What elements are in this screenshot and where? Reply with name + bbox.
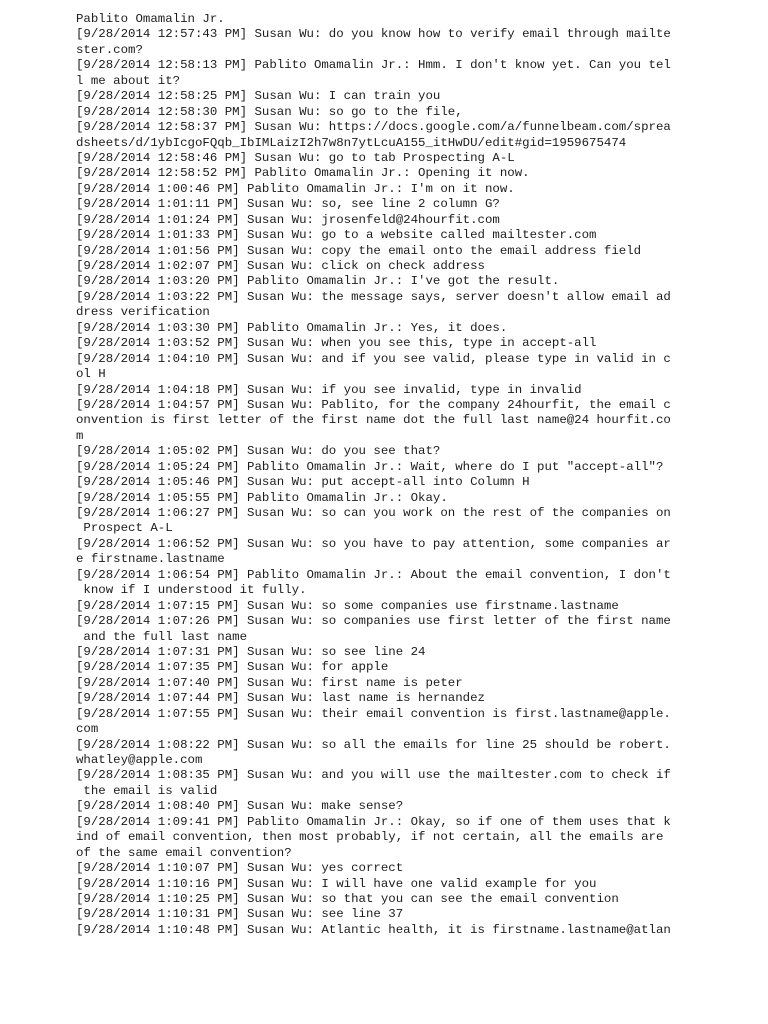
chat-line: [9/28/2014 1:07:55 PM] Susan Wu: their email convention is first.lastname@apple. <box>76 706 671 721</box>
chat-line: [9/28/2014 1:09:41 PM] Pablito Omamalin Jr.: Okay, so if one of them uses that k <box>76 814 671 829</box>
chat-line: [9/28/2014 1:10:48 PM] Susan Wu: Atlantic health, it is firstname.lastname@atlan <box>76 922 671 937</box>
chat-line: Prospect A-L <box>76 521 173 536</box>
chat-line: [9/28/2014 1:07:40 PM] Susan Wu: first name is peter <box>76 675 463 690</box>
chat-line: [9/28/2014 1:03:52 PM] Susan Wu: when you see this, type in accept-all <box>76 336 597 351</box>
chat-line: [9/28/2014 1:04:10 PM] Susan Wu: and if you see valid, please type in valid in c <box>76 351 671 366</box>
chat-line: [9/28/2014 1:01:56 PM] Susan Wu: copy the email onto the email address field <box>76 243 642 258</box>
chat-line: [9/28/2014 12:58:52 PM] Pablito Omamalin Jr.: Opening it now. <box>76 166 530 181</box>
chat-line: [9/28/2014 1:03:22 PM] Susan Wu: the message says, server doesn't allow email ad <box>76 289 671 304</box>
chat-line: [9/28/2014 1:07:31 PM] Susan Wu: so see line 24 <box>76 644 426 659</box>
chat-line: [9/28/2014 12:58:13 PM] Pablito Omamalin Jr.: Hmm. I don't know yet. Can you tel <box>76 58 671 73</box>
chat-line: [9/28/2014 1:10:25 PM] Susan Wu: so that you can see the email convention <box>76 891 619 906</box>
chat-line: ol H <box>76 367 106 382</box>
chat-line: [9/28/2014 1:10:16 PM] Susan Wu: I will have one valid example for you <box>76 876 597 891</box>
chat-line: [9/28/2014 1:01:24 PM] Susan Wu: jrosenfeld@24hourfit.com <box>76 212 500 227</box>
chat-line: know if I understood it fully. <box>76 583 307 598</box>
chat-line: [9/28/2014 12:58:46 PM] Susan Wu: go to tab Prospecting A-L <box>76 150 515 165</box>
chat-line: ster.com? <box>76 42 143 57</box>
chat-line: [9/28/2014 12:58:30 PM] Susan Wu: so go to the file, <box>76 104 463 119</box>
chat-line: [9/28/2014 12:58:25 PM] Susan Wu: I can train you <box>76 89 441 104</box>
chat-line: [9/28/2014 1:01:33 PM] Susan Wu: go to a website called mailtester.com <box>76 228 597 243</box>
chat-line: of the same email convention? <box>76 845 292 860</box>
chat-line: [9/28/2014 1:07:35 PM] Susan Wu: for apple <box>76 660 389 675</box>
chat-line: whatley@apple.com <box>76 753 203 767</box>
chat-line: [9/28/2014 1:05:02 PM] Susan Wu: do you see that? <box>76 444 441 459</box>
chat-line: [9/28/2014 12:58:37 PM] Susan Wu: https://docs.google.com/a/funnelbeam.com/sprea <box>76 120 671 135</box>
chat-line: dress verification <box>76 305 210 320</box>
chat-line: [9/28/2014 1:06:54 PM] Pablito Omamalin Jr.: About the email convention, I don't <box>76 567 671 582</box>
chat-line: [9/28/2014 1:05:55 PM] Pablito Omamalin Jr.: Okay. <box>76 490 448 505</box>
chat-line: onvention is first letter of the first name dot the full last name@24 hourfit.co <box>76 413 671 428</box>
chat-log <box>76 12 676 938</box>
chat-line: and the full last name <box>76 629 248 644</box>
chat-line: [9/28/2014 1:05:24 PM] Pablito Omamalin Jr.: Wait, where do I put "accept-all"? <box>76 459 664 474</box>
chat-line: [9/28/2014 1:07:44 PM] Susan Wu: last name is hernandez <box>76 691 485 706</box>
chat-line: [9/28/2014 1:03:20 PM] Pablito Omamalin Jr.: I've got the result. <box>76 274 560 289</box>
chat-line: e firstname.lastname <box>76 552 225 567</box>
chat-line: [9/28/2014 1:10:31 PM] Susan Wu: see line 37 <box>76 907 404 922</box>
chat-line: [9/28/2014 1:01:11 PM] Susan Wu: so, see line 2 column G? <box>76 197 500 212</box>
chat-line: [9/28/2014 1:03:30 PM] Pablito Omamalin Jr.: Yes, it does. <box>76 320 508 335</box>
chat-line: l me about it? <box>76 73 181 88</box>
chat-line: [9/28/2014 1:04:57 PM] Susan Wu: Pablito, for the company 24hourfit, the email c <box>76 397 671 412</box>
chat-line: [9/28/2014 1:06:52 PM] Susan Wu: so you have to pay attention, some companies ar <box>76 536 671 551</box>
chat-line: Pablito Omamalin Jr. <box>76 12 225 26</box>
chat-line: [9/28/2014 1:00:46 PM] Pablito Omamalin Jr.: I'm on it now. <box>76 181 515 196</box>
chat-line: [9/28/2014 1:02:07 PM] Susan Wu: click on check address <box>76 259 485 273</box>
chat-line: [9/28/2014 1:07:26 PM] Susan Wu: so companies use first letter of the first name <box>76 614 671 629</box>
chat-line: [9/28/2014 1:08:40 PM] Susan Wu: make sense? <box>76 799 404 814</box>
chat-line: m <box>76 428 84 443</box>
chat-line: [9/28/2014 1:06:27 PM] Susan Wu: so can you work on the rest of the companies on <box>76 506 671 520</box>
chat-line: [9/28/2014 1:08:35 PM] Susan Wu: and you will use the mailtester.com to check if <box>76 768 671 783</box>
chat-line: ind of email convention, then most probably, if not certain, all the emails are <box>76 830 664 845</box>
chat-line: [9/28/2014 1:07:15 PM] Susan Wu: so some companies use firstname.lastname <box>76 598 619 613</box>
chat-line: [9/28/2014 12:57:43 PM] Susan Wu: do you know how to verify email through mailte <box>76 27 671 42</box>
chat-line: the email is valid <box>76 783 218 798</box>
chat-line: [9/28/2014 1:10:07 PM] Susan Wu: yes correct <box>76 861 404 876</box>
chat-line: [9/28/2014 1:05:46 PM] Susan Wu: put accept-all into Column H <box>76 475 530 490</box>
chat-line: [9/28/2014 1:08:22 PM] Susan Wu: so all the emails for line 25 should be robert. <box>76 737 671 752</box>
chat-line: [9/28/2014 1:04:18 PM] Susan Wu: if you see invalid, type in invalid <box>76 382 582 397</box>
chat-line: dsheets/d/1ybIcgoFQqb_IbIMLaizI2h7w8n7ytLcuA155_itHwDU/edit#gid=1959675474 <box>76 135 627 150</box>
chat-line: com <box>76 722 99 737</box>
